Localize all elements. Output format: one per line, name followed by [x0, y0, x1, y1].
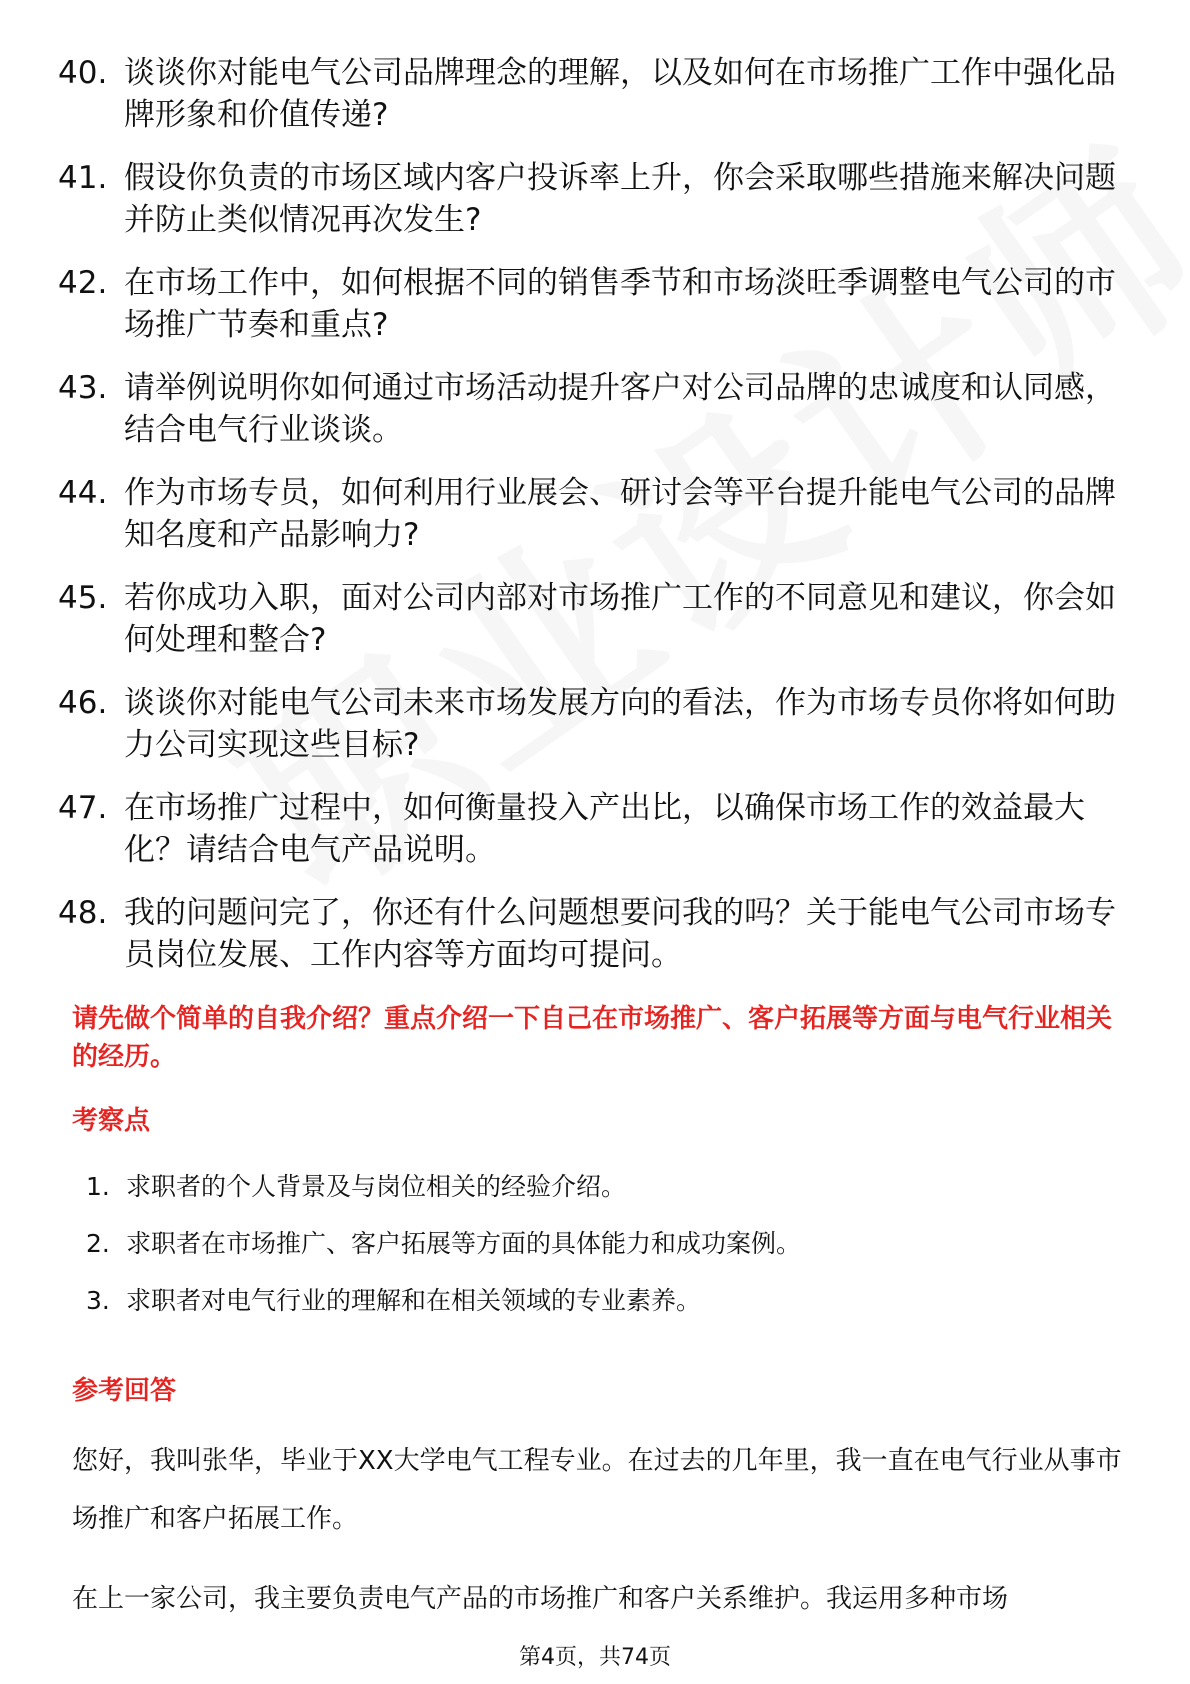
question-item [58, 157, 1138, 241]
question-text: 若你成功入职，面对公司内部对市场推广工作的不同意见和建议，你会如何处理和整合? [124, 580, 1116, 658]
question-item [58, 787, 1138, 871]
question-text: 在市场推广过程中，如何衡量投入产出比，以确保市场工作的效益最大化？请结合电气产品说明。 [124, 790, 1085, 868]
question-text: 谈谈你对能电气公司品牌理念的理解，以及如何在市场推广工作中强化品牌形象和价值传递? [124, 55, 1116, 133]
answer-heading: 参考回答 [72, 1376, 177, 1406]
point-item [86, 1227, 1126, 1261]
question-number: 47. [58, 790, 108, 826]
question-number: 45. [58, 580, 108, 616]
points-heading: 考察点 [72, 1106, 151, 1136]
question-item [58, 262, 1138, 346]
point-number: 3. [86, 1286, 110, 1315]
point-number: 2. [86, 1229, 110, 1258]
point-item [86, 1284, 1126, 1318]
question-number: 40. [58, 55, 108, 91]
question-number: 46. [58, 685, 108, 721]
question-text: 在市场工作中，如何根据不同的销售季节和市场淡旺季调整电气公司的市场推广节奏和重点? [124, 265, 1116, 343]
featured-question: 请先做个简单的自我介绍？重点介绍一下自己在市场推广、客户拓展等方面与电气行业相关的经历。 [72, 1004, 1113, 1072]
answer-paragraph: 您好，我叫张华，毕业于XX大学电气工程专业。在过去的几年里，我一直在电气行业从事市场推广和客户拓展工作。 [72, 1446, 1122, 1534]
point-number: 1. [86, 1172, 110, 1201]
question-item [58, 892, 1138, 976]
question-number: 48. [58, 895, 108, 931]
question-item [58, 577, 1138, 661]
page-footer: 第4页，共74页 [519, 1645, 671, 1670]
question-number: 41. [58, 160, 108, 196]
question-text: 假设你负责的市场区域内客户投诉率上升，你会采取哪些措施来解决问题并防止类似情况再次发生? [124, 160, 1116, 238]
question-list [58, 52, 1138, 997]
question-item [58, 52, 1138, 136]
question-text: 我的问题问完了，你还有什么问题想要问我的吗？关于能电气公司市场专员岗位发展、工作内容等方面均可提问。 [124, 895, 1116, 973]
points-list [86, 1170, 1126, 1341]
question-number: 44. [58, 475, 108, 511]
question-text: 请举例说明你如何通过市场活动提升客户对公司品牌的忠诚度和认同感，结合电气行业谈谈。 [124, 370, 1116, 448]
point-text: 求职者对电气行业的理解和在相关领域的专业素养。 [126, 1286, 702, 1315]
question-item [58, 682, 1138, 766]
question-item [58, 472, 1138, 556]
question-text: 谈谈你对能电气公司未来市场发展方向的看法，作为市场专员你将如何助力公司实现这些目标? [124, 685, 1116, 763]
question-text: 作为市场专员，如何利用行业展会、研讨会等平台提升能电气公司的品牌知名度和产品影响力? [124, 475, 1116, 553]
question-item [58, 367, 1138, 451]
question-number: 43. [58, 370, 108, 406]
question-number: 42. [58, 265, 108, 301]
point-item [86, 1170, 1126, 1204]
answer-paragraph: 在上一家公司，我主要负责电气产品的市场推广和客户关系维护。我运用多种市场 [72, 1584, 1009, 1614]
point-text: 求职者在市场推广、客户拓展等方面的具体能力和成功案例。 [126, 1229, 802, 1258]
point-text: 求职者的个人背景及与岗位相关的经验介绍。 [126, 1172, 627, 1201]
